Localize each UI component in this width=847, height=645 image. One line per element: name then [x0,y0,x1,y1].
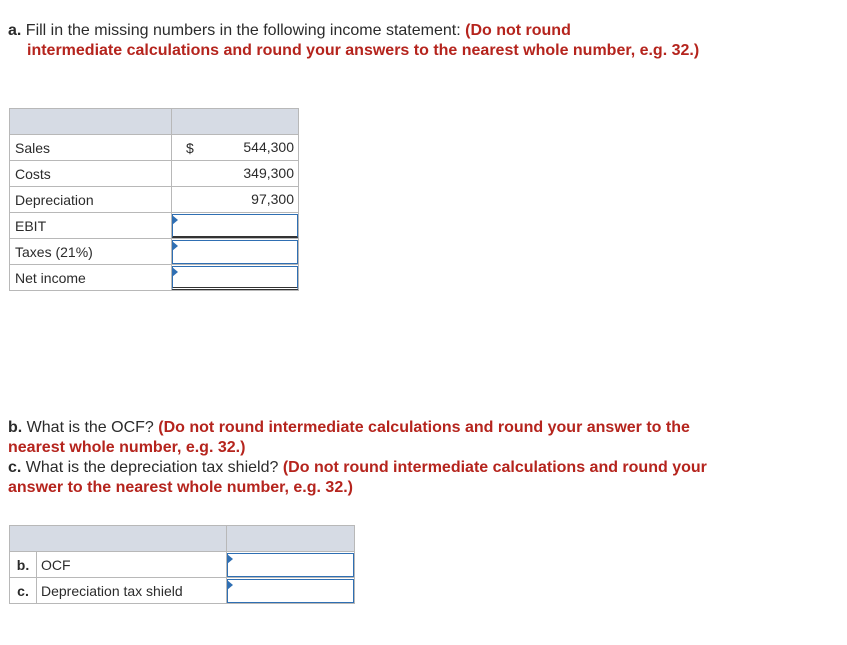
row-label-net-income: Net income [10,265,172,291]
value-costs: 349,300 [243,165,294,181]
question-c-label: c. [8,459,22,476]
table-row [10,239,299,265]
ocf-input[interactable] [227,553,354,577]
table-row [10,552,355,578]
row-letter-c: c. [10,578,37,604]
question-b-text: What is the OCF? [26,419,154,436]
table-row [10,578,355,604]
question-a-label: a. [8,22,22,39]
question-a [8,21,720,61]
question-b-instruction: (Do not round intermediate calculations and round your answer to the nearest whole number, e.g. 32.) [8,419,690,456]
row-label-costs: Costs [10,161,172,187]
question-c-instruction: (Do not round intermediate calculations and round your answer to the nearest whole number, e.g. 32.) [8,459,707,496]
answers-table [9,525,355,604]
depreciation-tax-shield-input[interactable] [227,579,354,603]
question-a-text: Fill in the missing numbers in the following income statement: [25,22,461,39]
question-c [8,458,728,498]
taxes-input[interactable] [172,240,298,264]
row-label-sales: Sales [10,135,172,161]
currency-symbol: $ [185,140,194,156]
table-row [10,161,299,187]
row-label-ebit: EBIT [10,213,172,239]
question-b [8,418,728,458]
net-income-input[interactable] [172,266,298,290]
table-row [10,187,299,213]
question-a-instruction-2: intermediate calculations and round your answers to the nearest whole number, e.g. 32.) [27,42,700,59]
table-row [10,135,299,161]
table-header-row [10,109,299,135]
question-c-text: What is the depreciation tax shield? [25,459,279,476]
income-statement-table [9,108,299,291]
row-label-depreciation-tax-shield: Depreciation tax shield [37,578,227,604]
table-header-row [10,526,355,552]
row-label-taxes: Taxes (21%) [10,239,172,265]
table-row [10,265,299,291]
table-row [10,213,299,239]
row-label-ocf: OCF [37,552,227,578]
value-depreciation: 97,300 [251,191,294,207]
value-sales: 544,300 [243,139,294,155]
row-label-depreciation: Depreciation [10,187,172,213]
row-letter-b: b. [10,552,37,578]
question-a-instruction-1: (Do not round [465,22,571,39]
ebit-input[interactable] [172,214,298,238]
question-b-label: b. [8,419,23,436]
